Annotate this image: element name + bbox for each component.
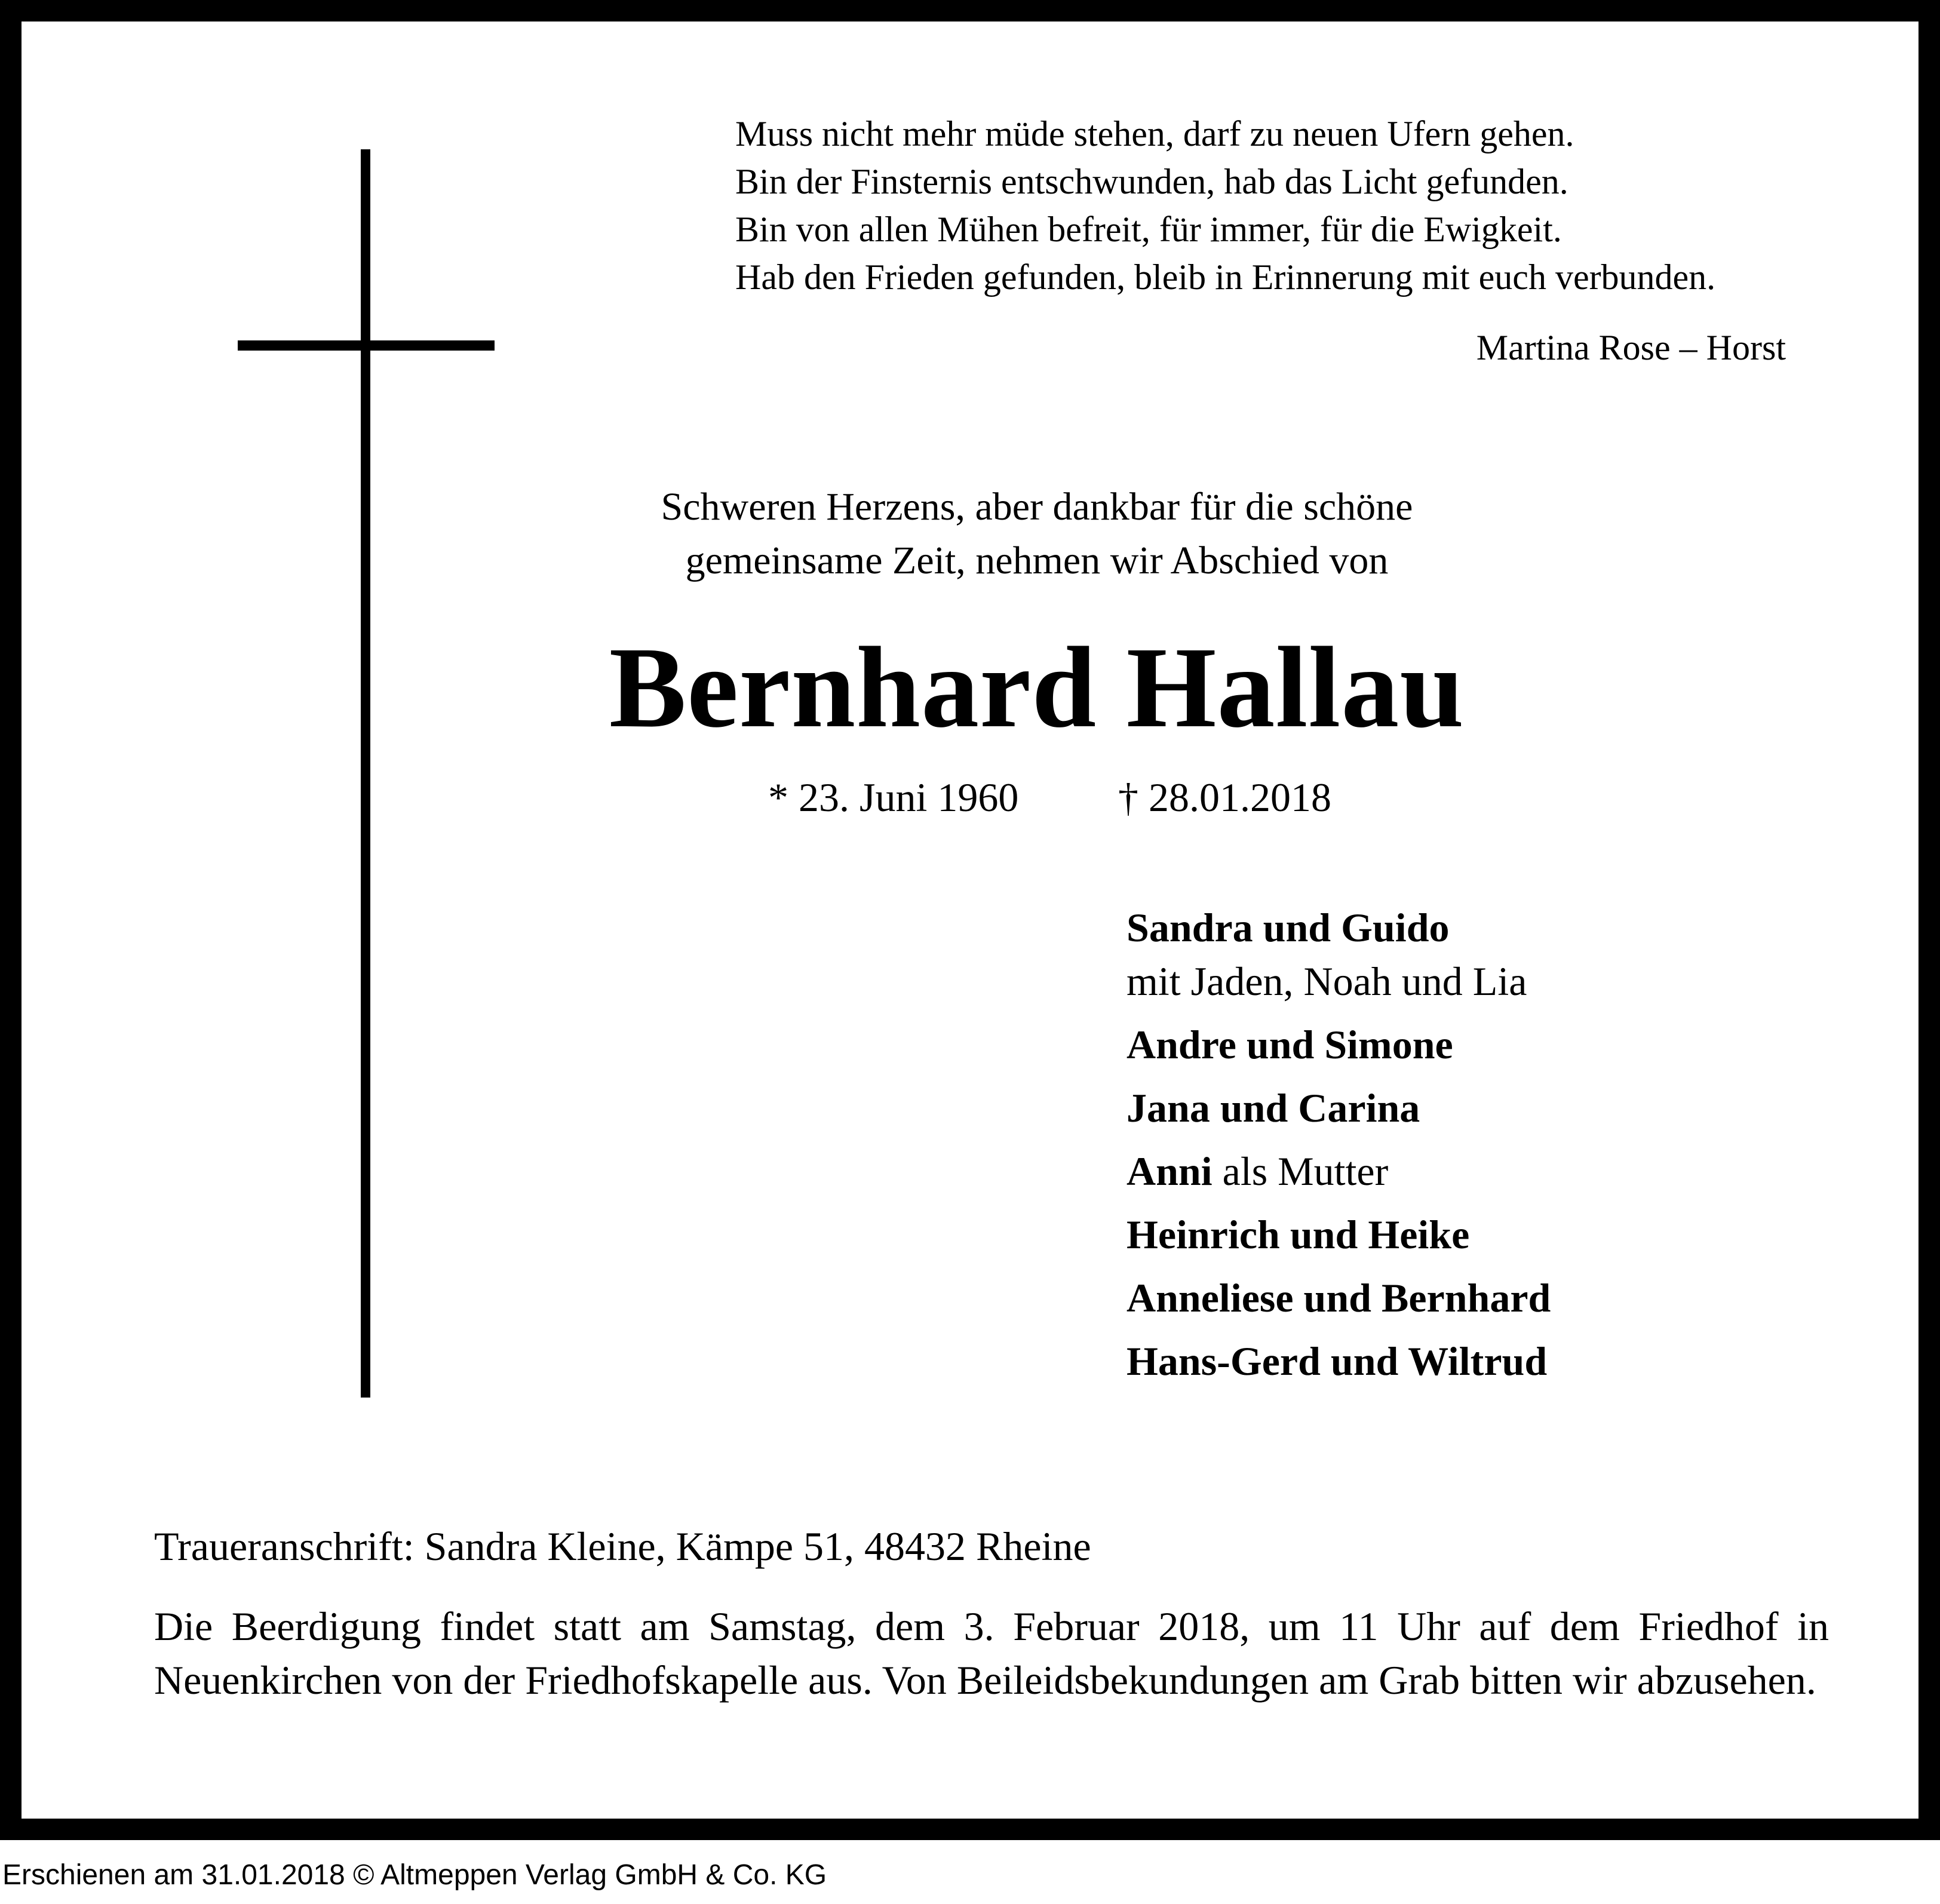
cross-icon — [361, 149, 370, 1398]
poem-line: Bin von allen Mühen befreit, für immer, für die Ewigkeit. — [735, 210, 1562, 249]
mourning-address: Traueranschrift: Sandra Kleine, Kämpe 51, 48432 Rheine — [154, 1524, 1091, 1569]
intro-line: gemeinsame Zeit, nehmen wir Abschied von — [685, 539, 1389, 582]
deceased-name: Bernhard Hallau — [609, 623, 1465, 751]
mourner-entry — [1126, 1208, 1843, 1261]
mourner-entry — [1126, 1018, 1843, 1071]
mourner-entry — [1126, 1081, 1843, 1135]
birth-date: * 23. Juni 1960 — [768, 775, 1019, 820]
mourner-entry — [1126, 1144, 1843, 1198]
mourner-entry — [1126, 954, 1843, 1008]
mourner-entry — [1126, 1271, 1843, 1325]
poem — [735, 110, 1870, 301]
publication-footer: Erschienen am 31.01.2018 © Altmeppen Verlag GmbH & Co. KG — [2, 1859, 827, 1891]
mourner-name: Anneliese und Bernhard — [1126, 1275, 1551, 1320]
mourner-detail: mit Jaden, Noah und Lia — [1126, 959, 1527, 1004]
mourner-name: Hans-Gerd und Wiltrud — [1126, 1338, 1548, 1384]
mourner-name: Jana und Carina — [1126, 1085, 1420, 1131]
death-date: † 28.01.2018 — [1118, 775, 1331, 820]
mourner-name: Anni — [1126, 1148, 1212, 1194]
mourner-entry — [1126, 1334, 1843, 1388]
cross-icon-crossbar — [238, 340, 495, 351]
mourner-detail: als Mutter — [1212, 1148, 1389, 1194]
mourner-name: Andre und Simone — [1126, 1022, 1453, 1067]
funeral-info: Die Beerdigung findet statt am Samstag, dem 3. Februar 2018, um 11 Uhr auf dem Friedhof in Neuenkirchen von der Friedhofskapelle aus. Von Beileidsbekundungen am Grab bitten wir abzusehen. — [154, 1604, 1829, 1703]
intro-line: Schweren Herzens, aber dankbar für die schöne — [661, 485, 1413, 529]
mourner-name: Sandra und Guido — [1126, 905, 1450, 950]
mourners-list — [1126, 901, 1843, 1388]
mourner-entry — [1126, 901, 1843, 954]
poem-line: Hab den Frieden gefunden, bleib in Erinnerung mit euch verbunden. — [735, 257, 1716, 297]
poem-line: Bin der Finsternis entschwunden, hab das Licht gefunden. — [735, 162, 1568, 201]
poem-author: Martina Rose – Horst — [1476, 328, 1786, 367]
mourner-name: Heinrich und Heike — [1126, 1212, 1470, 1257]
intro-text — [559, 480, 1515, 588]
poem-line: Muss nicht mehr müde stehen, darf zu neuen Ufern gehen. — [735, 114, 1574, 153]
